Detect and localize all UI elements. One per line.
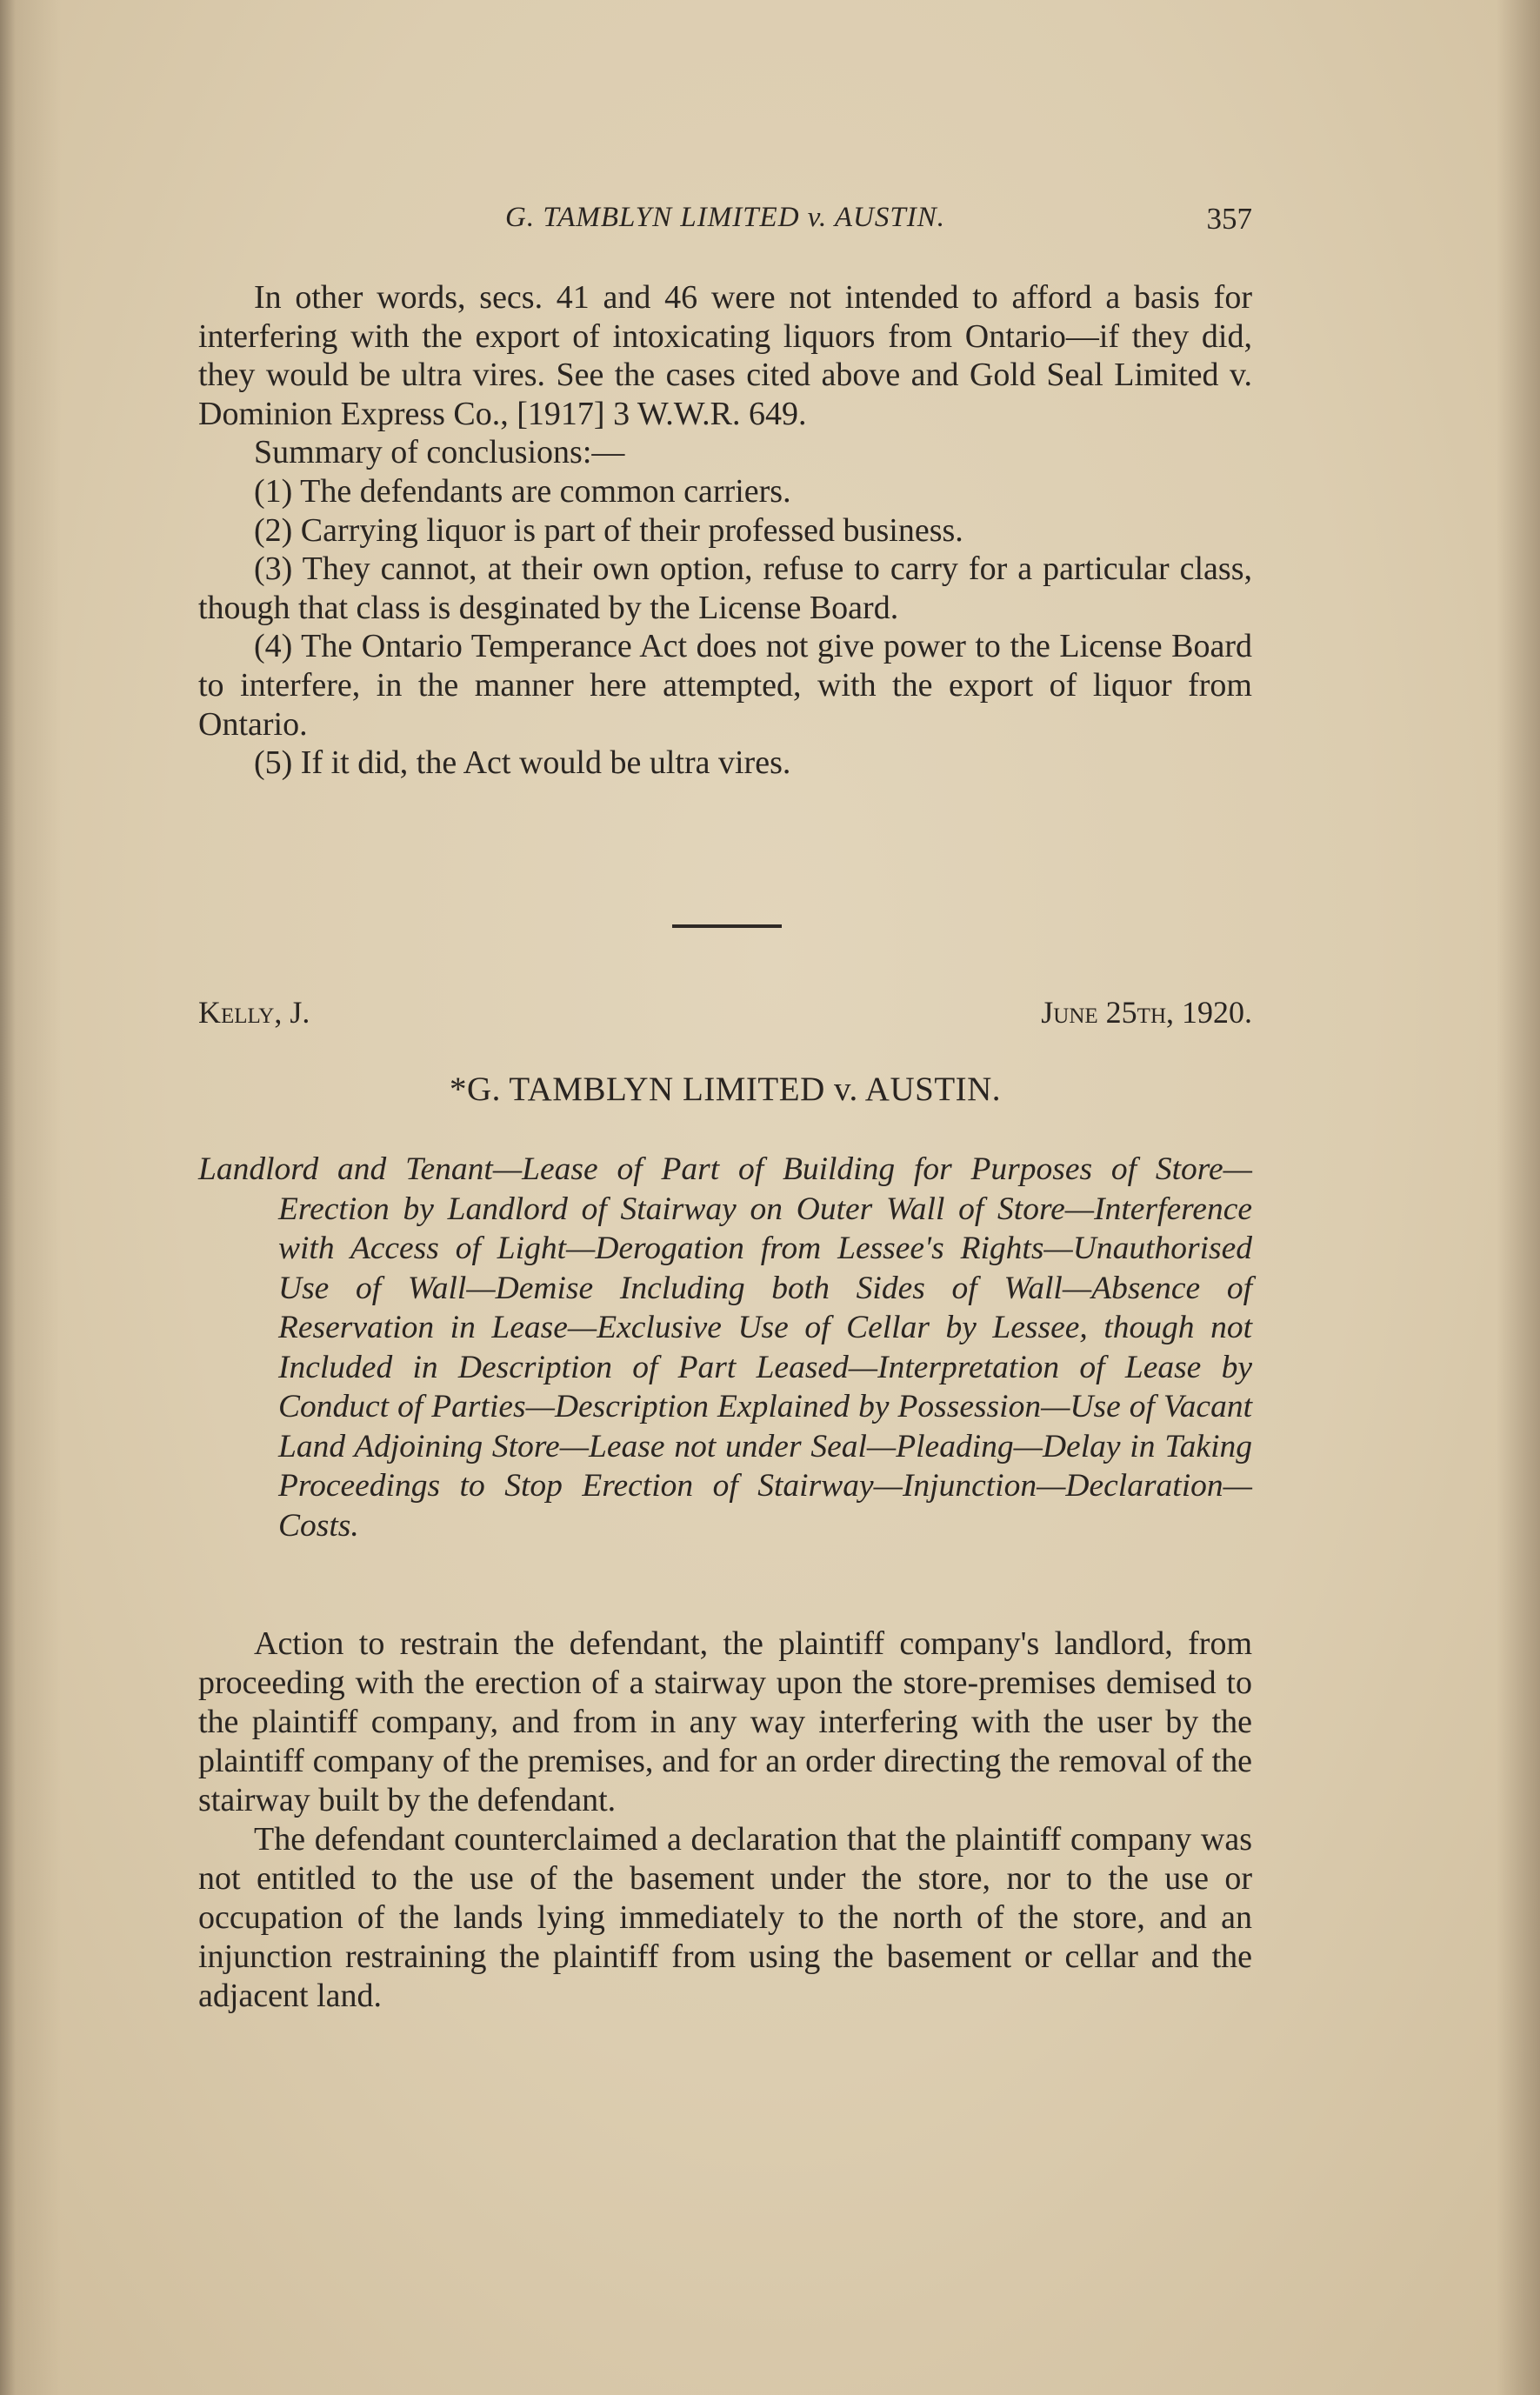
case-paragraph-action: Action to restrain the defendant, the plaintiff company's landlord, from proceeding with the erection of a stairway upon the store-premises demised to the plaintiff company, and from in any way interfering with the user by the plaintiff company of the premises, and for an order directing the removal of the stairway built by the defendant. bbox=[198, 1625, 1252, 1818]
conclusion-4: (4) The Ontario Temperance Act does not give power to the License Board to interfere, in the manner here attempted, with the export of liquor from Ontario. bbox=[198, 628, 1252, 743]
conclusion-5: (5) If it did, the Act would be ultra vires. bbox=[254, 744, 791, 782]
page-number: 357 bbox=[1206, 202, 1252, 236]
running-header bbox=[198, 202, 1252, 244]
case-paragraph-counterclaim: The defendant counterclaimed a declaration that the plaintiff company was not entitled to the use of the basement under the store, nor to the use or occupation of the lands lying immediately to the north of the store, and an injunction restraining the plaintiff from using the basement or cellar and the adjacent land. bbox=[198, 1821, 1252, 2014]
summary-heading: Summary of conclusions:— bbox=[254, 434, 625, 471]
judge-name: Kelly, J. bbox=[198, 995, 310, 1030]
case-headnote: Landlord and Tenant—Lease of Part of Building for Purposes of Store—Erection by Landlord of Stairway on Outer Wall of Store—Interference with Access of Light—Derogation from Lessee's Rights—Unauthorised Use of Wall—Demise Including both Sides of Wall—Absence of Reservation in Lease—Exclusive Use of Cellar by Lessee, though not Included in Description of Part Leased—Interpretation of Lease by Conduct of Parties—Description Explained by Possession—Use of Vacant Land Adjoining Store—Lease not under Seal—Pleading—Delay in Taking Proceedings to Stop Erection of Stairway—Injunction—Declaration—Costs. bbox=[198, 1151, 1252, 1544]
opening-section bbox=[198, 278, 1252, 783]
case-judge-date-line bbox=[198, 994, 1252, 1036]
judgment-date: June 25th, 1920. bbox=[1041, 995, 1252, 1030]
opening-paragraph: In other words, secs. 41 and 46 were not intended to afford a basis for interfering with the export of intoxicating liquors from Ontario—if they did, they would be ultra vires. See the cases cited above and Gold Seal Limited v. Dominion Express Co., [1917] 3 W.W.R. 649. bbox=[198, 279, 1252, 432]
conclusion-3: (3) They cannot, at their own option, refuse to carry for a particular class, though that class is desginated by the License Board. bbox=[198, 550, 1252, 626]
section-divider bbox=[672, 924, 782, 928]
case-body bbox=[198, 1624, 1252, 2016]
case-title: *G. TAMBLYN LIMITED v. AUSTIN. bbox=[449, 1071, 1002, 1108]
running-title: G. TAMBLYN LIMITED v. AUSTIN. bbox=[505, 202, 945, 233]
conclusion-2: (2) Carrying liquor is part of their professed business. bbox=[254, 511, 963, 549]
conclusion-1: (1) The defendants are common carriers. bbox=[254, 472, 791, 510]
